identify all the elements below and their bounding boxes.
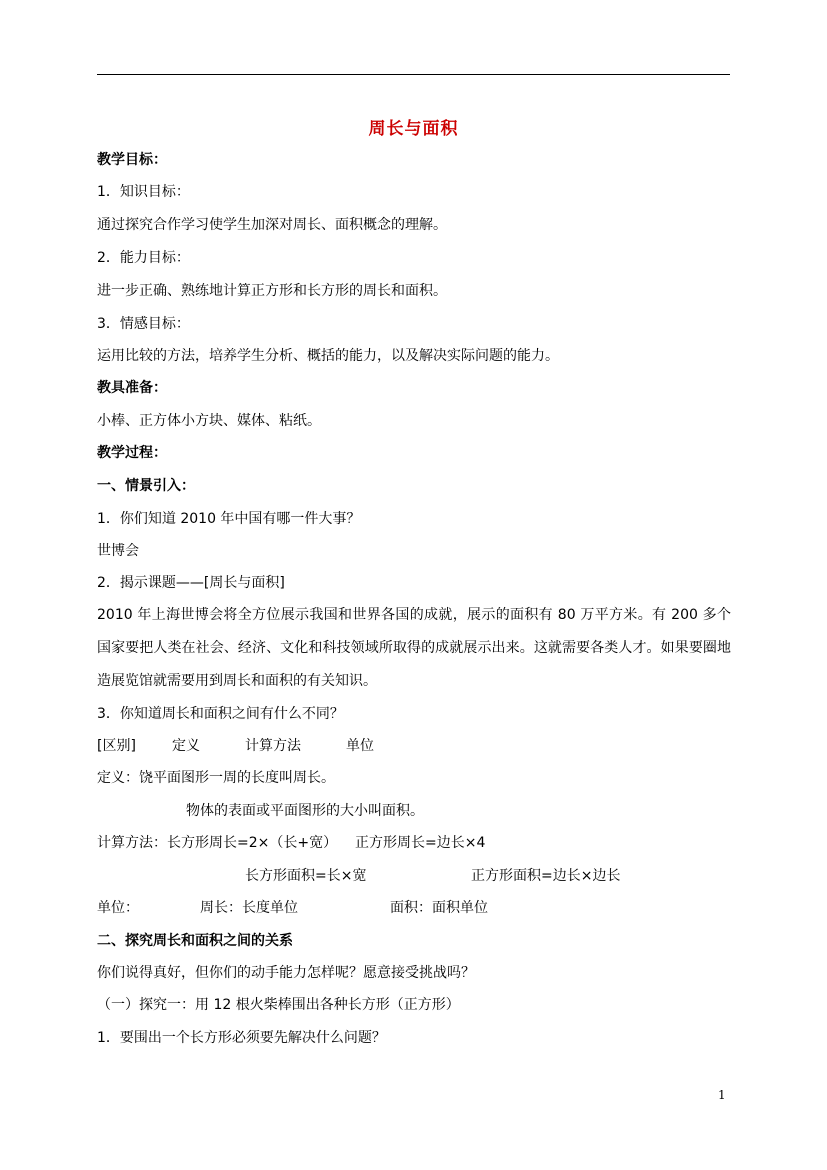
section-1-heading: 一、情景引入：	[97, 478, 195, 494]
section-1-answer-1: 世博会	[97, 543, 139, 559]
compare-label: [区别]	[97, 738, 136, 754]
calc-square-area: 正方形面积=边长×边长	[471, 868, 621, 884]
goal-3-label: 3．情感目标：	[97, 316, 190, 332]
page-number: 1	[718, 1088, 726, 1102]
compare-definition: 定义	[172, 738, 200, 754]
section-2-heading: 二、探究周长和面积之间的关系	[97, 933, 293, 949]
document-title: 周长与面积	[368, 119, 459, 139]
calc-square-perimeter: 正方形周长=边长×4	[355, 835, 486, 851]
section-1-question-1: 1．你们知道 2010 年中国有哪一件大事？	[97, 511, 361, 527]
compare-method: 计算方法	[245, 738, 301, 754]
process-heading: 教学过程：	[97, 445, 167, 461]
section-1-question-3: 3．你知道周长和面积之间有什么不同？	[97, 706, 344, 722]
calc-rect-area: 长方形面积=长×宽	[245, 868, 367, 884]
goal-2-label: 2．能力目标：	[97, 250, 190, 266]
tools-text: 小棒、正方体小方块、媒体、粘纸。	[97, 413, 321, 429]
unit-label: 单位：	[97, 900, 139, 916]
definition-area: 物体的表面或平面图形的大小叫面积。	[186, 803, 424, 819]
goal-3-text: 运用比较的方法，培养学生分析、概括的能力，以及解决实际问题的能力。	[97, 348, 559, 364]
goals-heading: 教学目标：	[97, 152, 167, 168]
header-rule	[97, 74, 730, 75]
goal-1-label: 1．知识目标：	[97, 184, 190, 200]
tools-heading: 教具准备：	[97, 380, 167, 396]
compare-unit: 单位	[346, 738, 374, 754]
calc-rect-perimeter: 计算方法：长方形周长=2×（长+宽）	[97, 835, 338, 851]
unit-area: 面积：面积单位	[390, 900, 488, 916]
goal-2-text: 进一步正确、熟练地计算正方形和长方形的周长和面积。	[97, 283, 447, 299]
section-1-question-2: 2．揭示课题——[周长与面积]	[97, 575, 285, 591]
goal-1-text: 通过探究合作学习使学生加深对周长、面积概念的理解。	[97, 217, 447, 233]
section-2-explore-1: （一）探究一：用 12 根火柴棒围出各种长方形（正方形）	[97, 997, 460, 1013]
section-2-question-1: 1．要围出一个长方形必须要先解决什么问题？	[97, 1030, 386, 1046]
section-1-paragraph: 2010 年上海世博会将全方位展示我国和世界各国的成就，展示的面积有 80 万平方米。有 200 多个国家要把人类在社会、经济、文化和科技领域所取得的成就展示出来。这就需要各类人才。如果要圈地造展览馆就需要用到周长和面积的有关知识。	[97, 607, 731, 689]
definition-perimeter: 定义：饶平面图形一周的长度叫周长。	[97, 770, 335, 786]
unit-perimeter: 周长：长度单位	[200, 900, 298, 916]
section-2-intro: 你们说得真好，但你们的动手能力怎样呢？愿意接受挑战吗？	[97, 965, 475, 981]
